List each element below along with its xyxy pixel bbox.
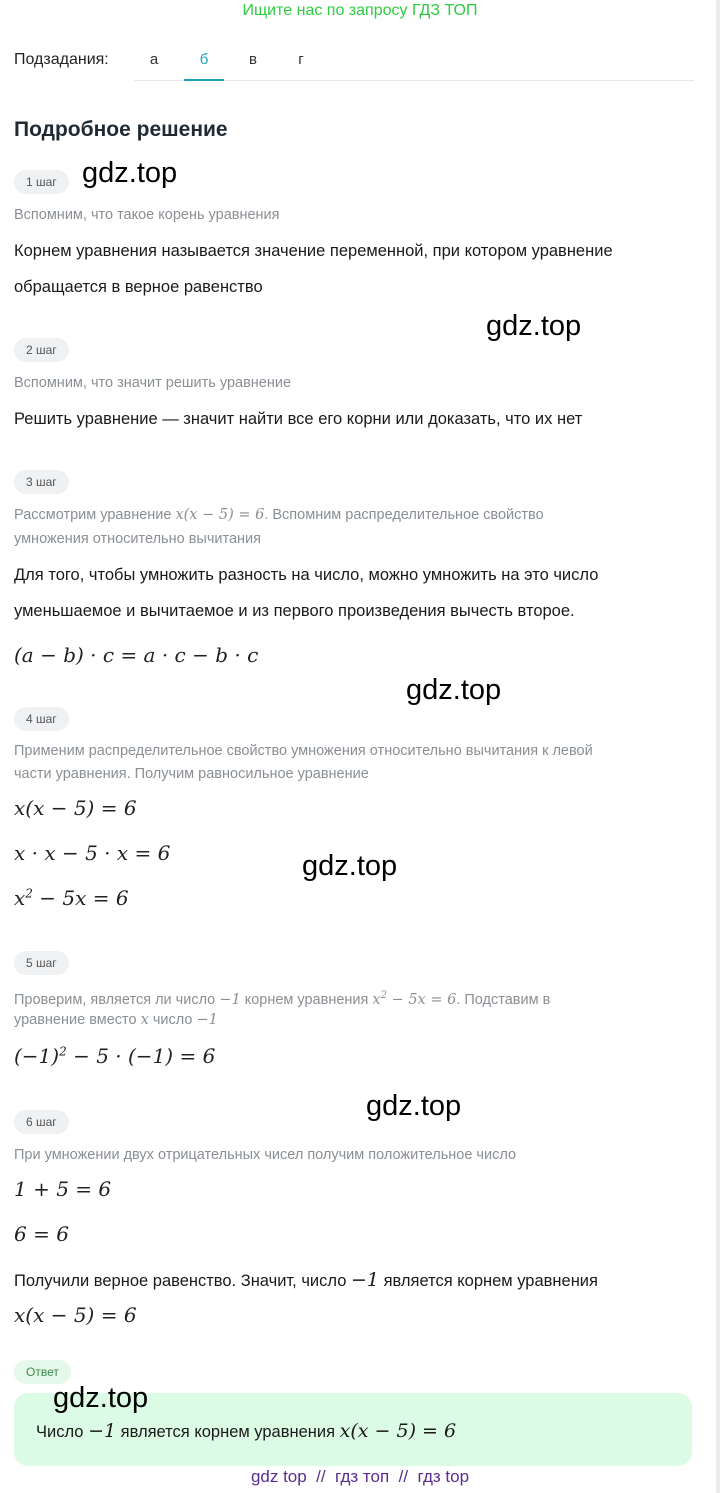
tab-a[interactable]: а (149, 51, 159, 68)
step-6-conclusion-a: Получили верное равенство. Значит, число (14, 1272, 347, 1290)
step-5-equation (14, 1044, 215, 1068)
step-3-text-line2: уменьшаемое и вычитаемое и из первого произведения вычесть второе. (14, 602, 575, 620)
step-4-badge: 4 шаг (14, 707, 69, 731)
step-1-text-line2: обращается в верное равенство (14, 278, 263, 296)
step-5-hint-line2-var: x (140, 1012, 149, 1028)
answer-equation: x(x − 5) = 6 (339, 1420, 457, 1442)
watermark: gdz.top (486, 310, 582, 342)
step-6-equation-2: 6 = 6 (14, 1222, 69, 1246)
step-5-eq-exponent: 2 (59, 1044, 67, 1059)
step-5-hint-line2-a: уравнение вместо (14, 1012, 137, 1028)
tab-v[interactable]: в (249, 51, 257, 68)
footer-links[interactable]: gdz top // гдз топ // гдз top (250, 1467, 470, 1486)
answer-badge: Ответ (14, 1360, 71, 1384)
step-6-conclusion-number: −1 (350, 1269, 379, 1291)
step-5-hint-c: . Подставим в (456, 991, 551, 1008)
active-tab-indicator (184, 79, 224, 81)
subtasks-label: Подзадания: (14, 51, 109, 68)
step-3-hint-a: Рассмотрим уравнение (14, 507, 172, 523)
step-5-hint-eq-rest: − 5x = 6 (386, 991, 457, 1008)
step-1-text-line1: Корнем уравнения называется значение переменной, при котором уравнение (14, 242, 613, 260)
watermark: gdz.top (406, 674, 502, 706)
step-3-badge: 3 шаг (14, 470, 69, 494)
step-3-hint-b: . Вспомним распределительное свойство (264, 507, 544, 523)
step-3-hint (14, 503, 694, 527)
tab-g[interactable]: г (298, 51, 304, 68)
step-6-equation-1: 1 + 5 = 6 (14, 1177, 112, 1201)
step-5-hint-number: −1 (219, 991, 241, 1008)
search-banner[interactable]: Ищите нас по запросу ГДЗ ТОП (242, 2, 478, 19)
step-3-formula: (a − b) · c = a · c − b · c (14, 643, 259, 667)
watermark: gdz.top (366, 1090, 462, 1122)
watermark: gdz.top (53, 1382, 149, 1414)
step-5-eq-base: (−1) (14, 1044, 60, 1068)
answer-number: −1 (88, 1420, 117, 1442)
step-6-badge: 6 шаг (14, 1110, 69, 1134)
step-4-eq3-exponent: 2 (25, 886, 33, 901)
tab-b[interactable]: б (199, 51, 209, 68)
step-5-eq-rest: − 5 · (−1) = 6 (66, 1044, 216, 1068)
step-6-conclusion (14, 1262, 704, 1299)
scrollbar[interactable] (716, 0, 720, 1493)
step-6-conclusion-b: является корнем уравнения (383, 1272, 598, 1290)
step-4-eq3-base: x (14, 886, 26, 910)
step-4-eq3-rest: − 5x = 6 (32, 886, 129, 910)
step-2-text: Решить уравнение — значит найти все его корни или доказать, что их нет (14, 410, 583, 428)
step-6-equation-3: x(x − 5) = 6 (14, 1303, 137, 1327)
step-5-hint-eq-exponent: 2 (380, 990, 387, 1001)
answer-text (36, 1420, 456, 1442)
step-5-hint-line2-number: −1 (196, 1012, 218, 1028)
answer-text-a: Число (36, 1423, 84, 1441)
step-5-hint-line2 (14, 1008, 694, 1032)
step-6-hint: При умножении двух отрицательных чисел получим положительное число (14, 1147, 517, 1163)
step-1-badge: 1 шаг (14, 170, 69, 194)
step-5-hint-eq-base: x (372, 991, 381, 1008)
step-4-hint-line1: Применим распределительное свойство умножения относительно вычитания к левой (14, 743, 593, 759)
step-4-equation-2: x · x − 5 · x = 6 (14, 841, 171, 865)
step-2-badge: 2 шаг (14, 338, 69, 362)
step-3-text-line1: Для того, чтобы умножить разность на число, можно умножить на это число (14, 566, 599, 584)
step-5-hint-a: Проверим, является ли число (14, 991, 216, 1008)
step-2-hint: Вспомним, что значит решить уравнение (14, 375, 292, 391)
step-4-equation-3 (14, 886, 129, 910)
step-5-hint-b: корнем уравнения (244, 991, 369, 1008)
answer-text-b: является корнем уравнения (120, 1423, 336, 1441)
watermark: gdz.top (82, 157, 178, 189)
step-4-hint-line2: части уравнения. Получим равносильное уравнение (14, 766, 369, 782)
step-4-equation-1: x(x − 5) = 6 (14, 796, 137, 820)
step-3-hint-equation: x(x − 5) = 6 (175, 507, 265, 523)
step-1-hint: Вспомним, что такое корень уравнения (14, 207, 280, 223)
step-3-hint-line2: умножения относительно вычитания (14, 531, 261, 547)
step-5-hint-line2-b: число (152, 1012, 193, 1028)
watermark: gdz.top (302, 850, 398, 882)
step-5-badge: 5 шаг (14, 951, 69, 975)
section-title: Подробное решение (14, 118, 228, 141)
